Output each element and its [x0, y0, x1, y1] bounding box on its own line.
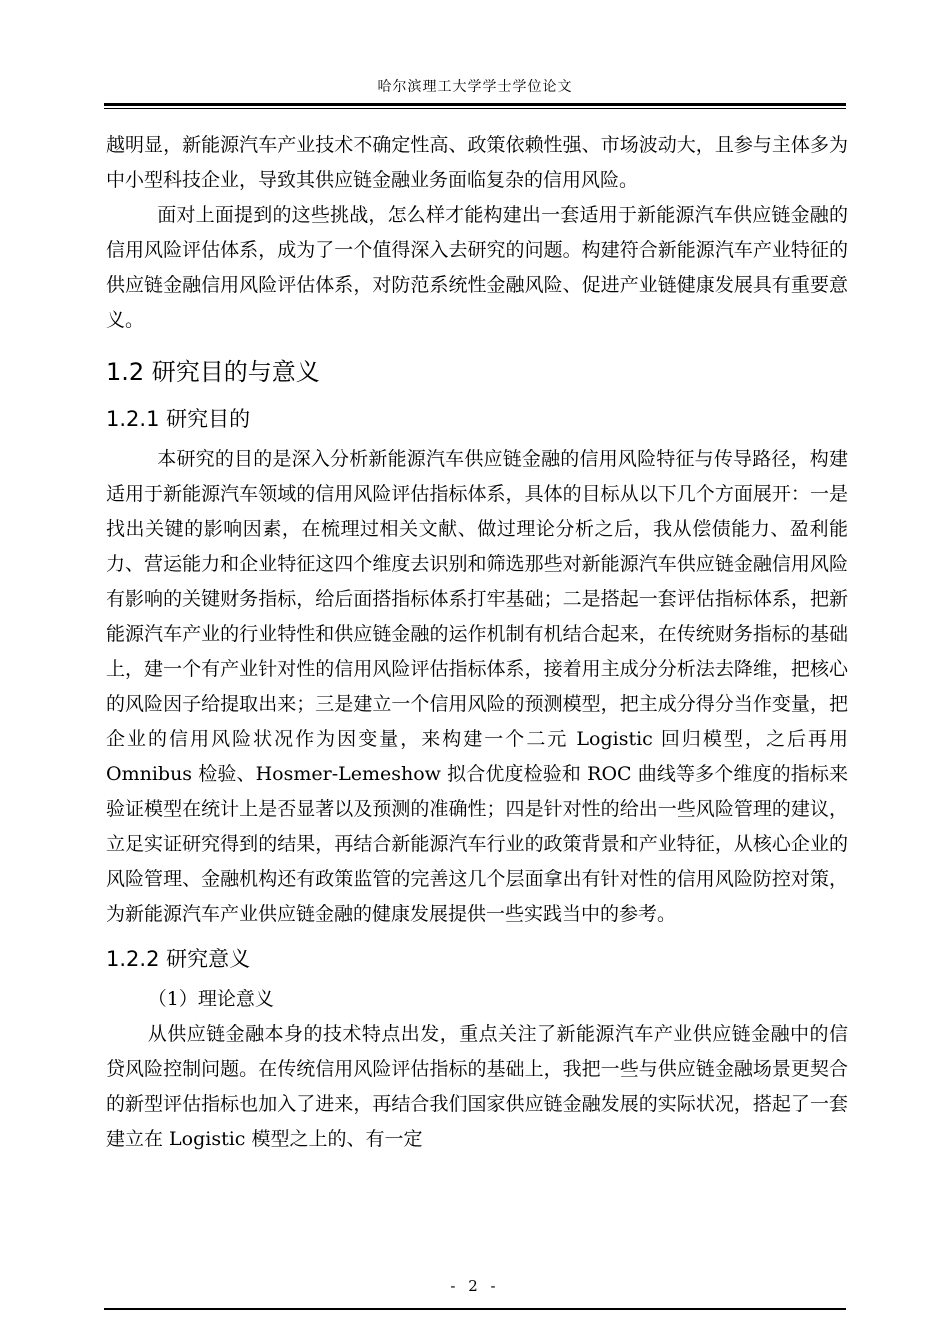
header-rule-thin [104, 108, 846, 109]
footer-rule [104, 1308, 846, 1310]
paragraph-continuation: 越明显，新能源汽车产业技术不确定性高、政策依赖性强、市场波动大，且参与主体多为中小型科技企业，导致其供应链金融业务面临复杂的信用风险。 [106, 134, 848, 191]
paragraph-research-purpose: 本研究的目的是深入分析新能源汽车供应链金融的信用风险特征与传导路径，构建适用于新能源汽车领域的信用风险评估指标体系，具体的目标从以下几个方面展开：一是找出关键的影响因素，在梳理过相关文献、做过理论分析之后，我从偿债能力、盈利能力、营运能力和企业特征这四个维度去识别和筛选那些对新能源汽车供应链金融信用风险有影响的关键财务指标，给后面搭指标体系打牢基础；二是搭起一套评估指标体系，把新能源汽车产业的行业特性和供应链金融的运作机制有机结合起来，在传统财务指标的基础上，建一个有产业针对性的信用风险评估指标体系，接着用主成分分析法去降维，把核心的风险因子给提取出来；三是建立一个信用风险的预测模型，把主成分得分当作变量，把企业的信用风险状况作为因变量，来构建一个二元 Logistic 回归模型，之后再用 Omnibus 检验、Hosmer-Lemeshow 拟合优度检验和 ROC 曲线等多个维度的指标来验证模型在统计上是否显著以及预测的准确性；四是针对性的给出一些风险管理的建议，立足实证研究得到的结果，再结合新能源汽车行业的政策背景和产业特征，从核心企业的风险管理、金融机构还有政策监管的完善这几个层面拿出有针对性的信用风险防控对策，为新能源汽车产业供应链金融的健康发展提供一些实践当中的参考。 [106, 448, 848, 925]
page-number: - 2 - [450, 1277, 500, 1295]
subsection-heading-1-2-1: 1.2.1 研究目的 [106, 407, 251, 431]
subheading-theoretical-significance: （1）理论意义 [147, 988, 274, 1010]
paragraph-challenges: 面对上面提到的这些挑战，怎么样才能构建出一套适用于新能源汽车供应链金融的信用风险评估体系，成为了一个值得深入去研究的问题。构建符合新能源汽车产业特征的供应链金融信用风险评估体系，对防范系统性金融风险、促进产业链健康发展具有重要意义。 [106, 204, 848, 331]
header-rule-thick [104, 103, 846, 106]
subsection-heading-1-2-2: 1.2.2 研究意义 [106, 947, 251, 971]
running-header: 哈尔滨理工大学学士学位论文 [377, 79, 573, 95]
section-heading-1-2: 1.2 研究目的与意义 [106, 358, 320, 386]
page-body [106, 128, 848, 1157]
paragraph-theoretical-significance: 从供应链金融本身的技术特点出发，重点关注了新能源汽车产业供应链金融中的信贷风险控制问题。在传统信用风险评估指标的基础上，我把一些与供应链金融场景更契合的新型评估指标也加入了进来，再结合我们国家供应链金融发展的实际状况，搭起了一套建立在 Logistic 模型之上的、有一定 [106, 1023, 848, 1150]
